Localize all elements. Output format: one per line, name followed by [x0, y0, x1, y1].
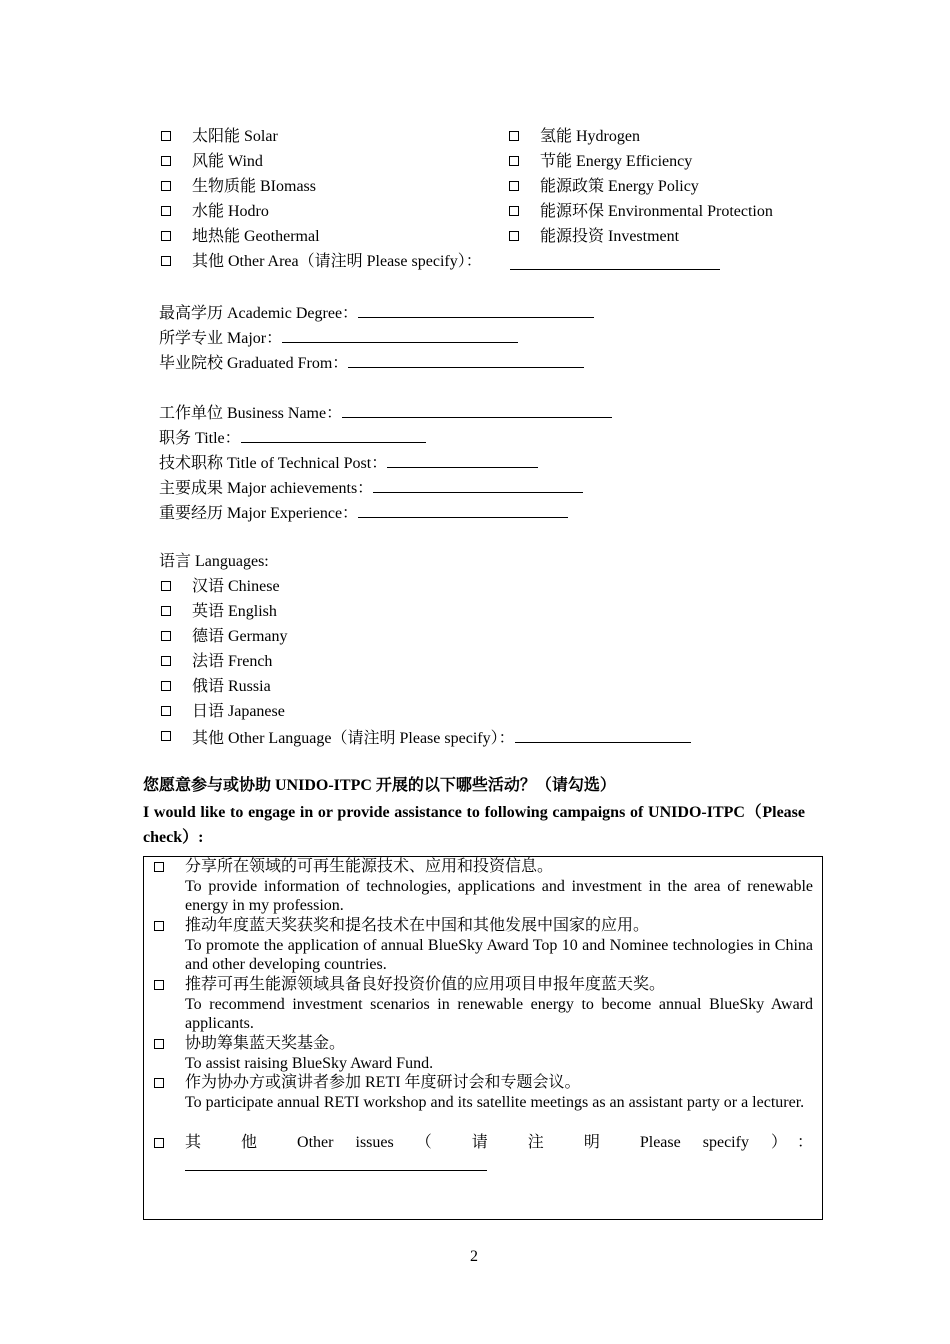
option-biomass: 生物质能 BIomass: [192, 178, 317, 195]
checkbox-other-area[interactable]: [161, 256, 171, 266]
achievements-row: [159, 477, 583, 499]
campaign-4-en: To assist raising BlueSky Award Fund.: [185, 1054, 434, 1072]
checkbox-solar[interactable]: [161, 131, 171, 141]
business-name-row: [159, 402, 612, 424]
campaign-5-cn: 作为协办方或演讲者参加 RETI 年度研讨会和专题会议。: [185, 1074, 581, 1091]
academic-degree-input[interactable]: [358, 302, 594, 318]
campaign-item-5: [185, 1073, 813, 1112]
checkbox-wind[interactable]: [161, 156, 171, 166]
campaign-item-3: [185, 975, 813, 1034]
campaign-1-cn: 分享所在领域的可再生能源技术、应用和投资信息。: [185, 858, 554, 875]
graduated-label: 毕业院校 Graduated From：: [159, 355, 349, 372]
languages-heading: 语言 Languages:: [159, 553, 269, 570]
option-hydro: 水能 Hodro: [192, 203, 269, 220]
major-input[interactable]: [282, 327, 518, 343]
campaign-item-2: [185, 916, 813, 975]
option-wind: 风能 Wind: [192, 153, 263, 170]
achievements-label: 主要成果 Major achievements：: [159, 480, 374, 497]
graduated-input[interactable]: [348, 352, 584, 368]
title-label: 职务 Title：: [159, 430, 241, 447]
checkbox-russian[interactable]: [161, 681, 171, 691]
campaign-5-en: To participate annual RETI workshop and its satellite meetings as an assistant party or a lecturer.: [185, 1093, 805, 1111]
language-german: 德语 Germany: [192, 628, 288, 645]
campaign-3-cn: 推荐可再生能源领域具备良好投资价值的应用项目申报年度蓝天奖。: [185, 976, 666, 993]
page-number: 2: [470, 1248, 478, 1265]
other-area-label: [192, 252, 482, 272]
checkbox-campaign-2[interactable]: [154, 921, 164, 931]
checkbox-hydro[interactable]: [161, 206, 171, 216]
option-geothermal: 地热能 Geothermal: [192, 228, 320, 245]
option-energy-policy: 能源政策 Energy Policy: [540, 178, 699, 195]
checkbox-investment[interactable]: [509, 231, 519, 241]
campaign-other-input[interactable]: [185, 1155, 487, 1171]
other-language-input[interactable]: [515, 727, 691, 743]
language-japanese: 日语 Japanese: [192, 703, 285, 720]
option-investment: 能源投资 Investment: [540, 228, 680, 245]
checkbox-french[interactable]: [161, 656, 171, 666]
title-row: [159, 427, 426, 449]
campaign-2-en: To promote the application of annual BlueSky Award Top 10 and Nominee technologies in China and other developing countries.: [185, 936, 813, 973]
checkbox-chinese[interactable]: [161, 581, 171, 591]
other-language-row: [192, 727, 691, 749]
experience-row: [159, 502, 568, 524]
checkbox-biomass[interactable]: [161, 181, 171, 191]
campaign-3-en: To recommend investment scenarios in renewable energy to become annual BlueSky Award applicants.: [185, 995, 813, 1032]
checkbox-german[interactable]: [161, 631, 171, 641]
checkbox-campaign-1[interactable]: [154, 862, 164, 872]
technical-post-input[interactable]: [387, 452, 538, 468]
title-input[interactable]: [241, 427, 426, 443]
checkbox-environmental-protection[interactable]: [509, 206, 519, 216]
academic-degree-row: [159, 302, 594, 324]
technical-post-label: 技术职称 Title of Technical Post：: [159, 455, 388, 472]
checkbox-energy-efficiency[interactable]: [509, 156, 519, 166]
other-area-input[interactable]: [510, 254, 720, 270]
campaigns-heading-en: I would like to engage in or provide assistance to following campaigns of UNIDO-ITPC（Please check）:: [143, 804, 805, 846]
business-name-input[interactable]: [342, 402, 612, 418]
campaign-item-1: [185, 857, 813, 916]
checkbox-english[interactable]: [161, 606, 171, 616]
experience-input[interactable]: [358, 502, 568, 518]
language-french: 法语 French: [192, 653, 273, 670]
achievements-input[interactable]: [373, 477, 583, 493]
option-environmental-protection: 能源环保 Environmental Protection: [540, 203, 773, 220]
option-solar: 太阳能 Solar: [192, 128, 278, 145]
campaign-2-cn: 推动年度蓝天奖获奖和提名技术在中国和其他发展中国家的应用。: [185, 917, 650, 934]
option-energy-efficiency: 节能 Energy Efficiency: [540, 153, 693, 170]
campaign-1-en: To provide information of technologies, applications and investment in the area of renewable energy in my profession.: [185, 877, 813, 914]
checkbox-campaign-3[interactable]: [154, 980, 164, 990]
other-area-text: 其他 Other Area（请注明 Please specify）：: [192, 253, 482, 270]
campaign-4-cn: 协助筹集蓝天奖基金。: [185, 1035, 346, 1052]
option-hydrogen: 氢能 Hydrogen: [540, 128, 640, 145]
major-row: [159, 327, 518, 349]
checkbox-geothermal[interactable]: [161, 231, 171, 241]
checkbox-hydrogen[interactable]: [509, 131, 519, 141]
business-name-label: 工作单位 Business Name：: [159, 405, 343, 422]
checkbox-campaign-other[interactable]: [154, 1138, 164, 1148]
campaign-other-label: 其 他 Other issues （ 请 注 明 Please specify ）：: [185, 1134, 813, 1151]
major-label: 所学专业 Major：: [159, 330, 283, 347]
campaign-item-4: [185, 1034, 813, 1073]
checkbox-japanese[interactable]: [161, 706, 171, 716]
campaigns-heading-cn: 您愿意参与或协助 UNIDO-ITPC 开展的以下哪些活动？（请勾选）: [143, 777, 616, 794]
academic-degree-label: 最高学历 Academic Degree：: [159, 305, 359, 322]
graduated-row: [159, 352, 584, 374]
language-chinese: 汉语 Chinese: [192, 578, 280, 595]
checkbox-campaign-4[interactable]: [154, 1039, 164, 1049]
language-english: 英语 English: [192, 603, 277, 620]
technical-post-row: [159, 452, 538, 474]
other-language-label: 其他 Other Language（请注明 Please specify）：: [192, 730, 515, 747]
language-russian: 俄语 Russia: [192, 678, 271, 695]
checkbox-energy-policy[interactable]: [509, 181, 519, 191]
checkbox-other-language[interactable]: [161, 731, 171, 741]
checkbox-campaign-5[interactable]: [154, 1078, 164, 1088]
experience-label: 重要经历 Major Experience：: [159, 505, 359, 522]
